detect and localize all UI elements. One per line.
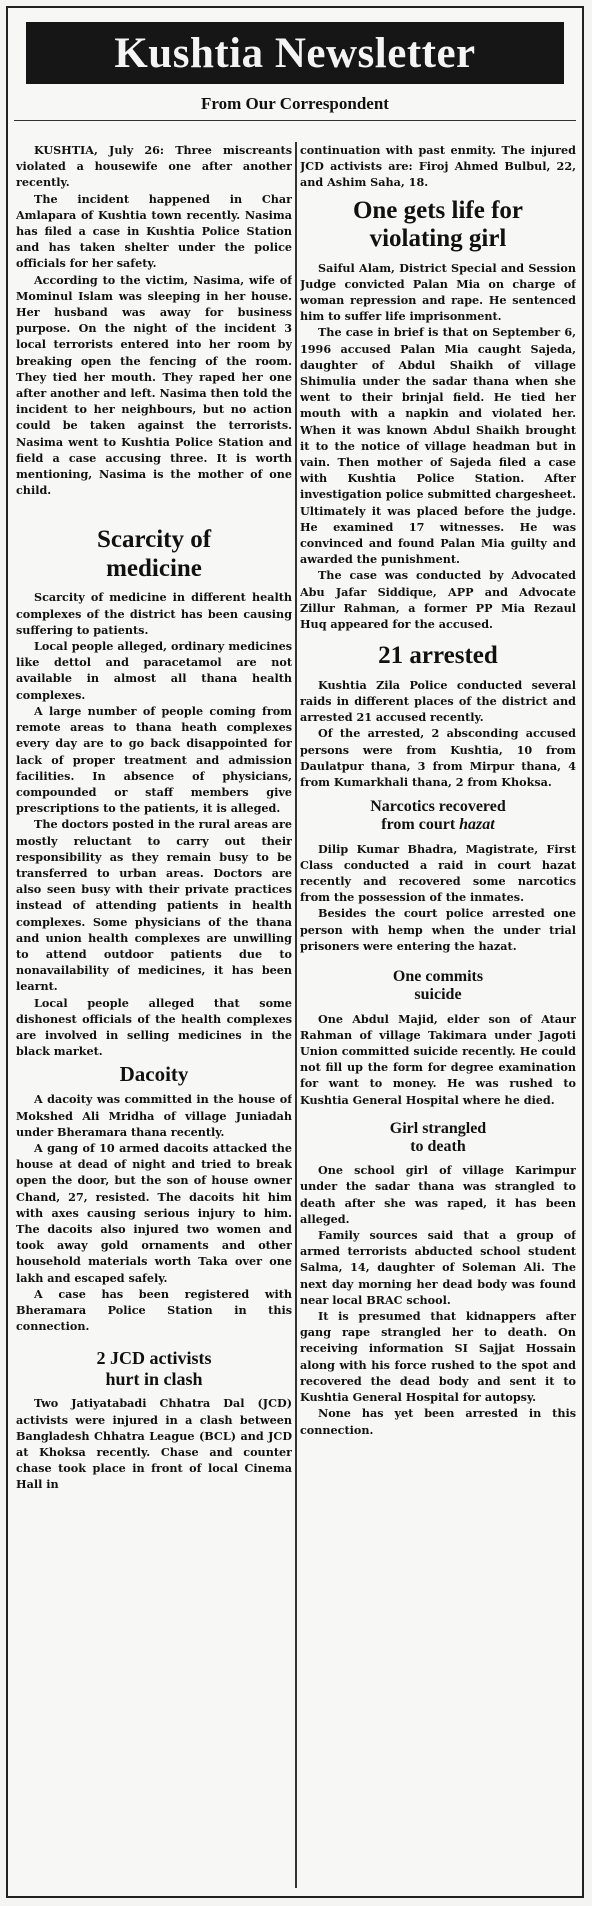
column-divider xyxy=(295,142,297,1888)
article-paragraph: KUSHTIA, July 26: Three miscreants violated a housewife one after another recently. xyxy=(16,143,293,190)
article-paragraph: None has yet been arrested in this connection. xyxy=(299,1406,576,1437)
article-narcotics xyxy=(300,798,576,954)
headline: Scarcity of medicine xyxy=(96,526,212,582)
masthead xyxy=(26,22,564,84)
article-paragraph: The case was conducted by Advocated Abu Jafar Siddique, APP and Advocate Zillur Rahman, a former PP Mia Rezaul Huq appeared for the accused. xyxy=(299,568,576,632)
article-paragraph: Of the arrested, 2 absconding accused persons were from Kushtia, 10 from Daulatpur thana, 3 from Mirpur thana, 4 from Kumarkhali thana, 2 from Khoksa. xyxy=(299,726,576,789)
article-paragraph: Saiful Alam, District Special and Session Judge convicted Palan Mia on charge of woman repression and rape. He sentenced him to suffer life imprisonment. xyxy=(299,260,576,324)
article-paragraph: Scarcity of medicine in different health complexes of the district has been causing suffering to patients. xyxy=(16,590,293,637)
article-jcd xyxy=(16,1348,292,1492)
article-paragraph: The incident happened in Char Amlapara of Kushtia town recently. Nasima has filed a case in Kushtia Police Station and has taken shelter under the police officials for her safety. xyxy=(16,191,293,271)
article-paragraph: Kushtia Zila Police conducted several raids in different places of the district and arrested 21 accused recently. xyxy=(299,677,576,725)
article-paragraph: One Abdul Majid, elder son of Ataur Rahman of village Takimara under Jagoti Union committed suicide recently. He could not fill up the form for degree examination for want to money. He was rushed to Kushtia General Hospital where he died. xyxy=(299,1011,576,1107)
article-suicide xyxy=(300,968,576,1108)
article-continuation: continuation with past enmity. The injured JCD activists are: Firoj Ahmed Bulbul, 22, and Ashim Saha, 18. xyxy=(299,143,576,190)
article-paragraph: A large number of people coming from remote areas to thana heath complexes every day are to go back disappointed for lack of proper treatment and admission facilities. In absence of physicians, compounded or staff members give prescriptions to the patients, it is alleged. xyxy=(16,703,293,816)
right-column xyxy=(300,142,576,1888)
article-paragraph: It is presumed that kidnappers after gang rape strangled her to death. On receiving information SI Sajjat Hossain along with his force rushed to the spot and recovered the dead body and sent it to Kushtia General Hospital for autopsy. xyxy=(299,1309,576,1405)
article-paragraph: Dilip Kumar Bhadra, Magistrate, First Class conducted a raid in court hazat recently and recovered some narcotics from the possession of the inmates. xyxy=(299,841,576,905)
article-columns xyxy=(16,142,576,1888)
article-paragraph: Besides the court police arrested one person with hemp when the under trial prisoners were entering the hazat. xyxy=(299,906,576,953)
article-paragraph: The case in brief is that on September 6, 1996 accused Palan Mia caught Sajeda, daughter of Abdul Shaikh of village Shimulia under the sadar thana when she went to their brinjal field. He tied her mouth with a napkin and violated her. When it was known Abdul Shaikh brought it to the notice of village headman but in vain. Then mother of Sajeda filed a case with Kushtia Police Station. After investigation police submitted chargesheet. Ultimately it was placed before the judge. He examined 17 witnesses. He was convinced and found Palan Mia guilty and awarded the punishment. xyxy=(299,325,576,567)
article-paragraph: A dacoity was committed in the house of Mokshed Ali Mridha of village Juniadah under Bheramara thana recently. xyxy=(16,1092,293,1139)
article-lead xyxy=(16,142,292,498)
article-paragraph: Local people alleged, ordinary medicines like dettol and paracetamol are not available in almost all thana health complexes. xyxy=(16,639,293,702)
masthead-rule xyxy=(14,120,576,121)
byline: From Our Correspondent xyxy=(201,94,389,113)
article-paragraph: A gang of 10 armed dacoits attacked the house at dead of night and tried to break open the door, but the son of house owner Chand, 27, resisted. The dacoits hit him with axes causing serious injury to him. The dacoits also injured two women and took away gold ornaments and other household materials worth Taka over one lakh and escaped safely. xyxy=(16,1140,293,1285)
headline: Narcotics recovered from court hazat xyxy=(370,798,506,834)
article-paragraph: A case has been registered with Bheramara Police Station in this connection. xyxy=(16,1286,293,1334)
article-paragraph: Local people alleged that some dishonest officials of the health complexes are involved in selling medicines in the black market. xyxy=(16,995,293,1059)
newspaper-clipping xyxy=(6,6,584,1898)
article-strangled xyxy=(300,1120,576,1438)
article-paragraph: Family sources said that a group of armed terrorists abducted school student Salma, 14, daughter of Soleman Ali. The next day morning her dead body was found near local BRAC school. xyxy=(299,1228,576,1307)
article-medicine xyxy=(16,526,292,1059)
article-arrested xyxy=(300,642,576,790)
headline: Girl strangled to death xyxy=(389,1119,487,1156)
article-paragraph: Two Jatiyatabadi Chhatra Dal (JCD) activists were injured in a clash between Bangladesh Chhatra League (BCL) and JCD at Khoksa recently. Chase and counter chase took place in front of local Cinema Hall in xyxy=(16,1396,293,1492)
article-life xyxy=(300,197,576,633)
headline: 2 JCD activists hurt in clash xyxy=(96,1348,212,1389)
article-paragraph: One school girl of village Karimpur under the sadar thana was strangled to death after she was raped, it has been alleged. xyxy=(299,1163,576,1226)
dateline: KUSHTIA, July 26: xyxy=(34,143,165,157)
left-column xyxy=(16,142,292,1888)
article-dacoity xyxy=(16,1063,292,1334)
headline: Dacoity xyxy=(119,1062,189,1087)
headline: One commits suicide xyxy=(392,968,484,1004)
masthead-title: Kushtia Newsletter xyxy=(114,29,476,77)
headline: One gets life for violating girl xyxy=(352,196,524,253)
article-paragraph: According to the victim, Nasima, wife of Mominul Islam was sleeping in her house. Her husband was away for business purpose. On the night of the incident 3 local terrorists entered into her room by breaking open the fencing of the room. They tied her mouth. They raped her one after another and left. Nasima then told the incident to her neighbours, but no action could be taken against the terrorists. Nasima went to Kushtia Police Station and field a case accusing three. It is worth mentioning, Nasima is the mother of one child. xyxy=(16,272,293,498)
article-paragraph: The doctors posted in the rural areas are mostly reluctant to carry out their responsibility as they remain busy to be transferred to urban areas. Doctors are also seen busy with their private practices instead of attending patients in health complexes. Some physicians of the thana and union health complexes are unwilling to attend outdoor patients due to nonavailability of medicines, it has been learnt. xyxy=(16,817,293,994)
headline: 21 arrested xyxy=(378,642,498,670)
